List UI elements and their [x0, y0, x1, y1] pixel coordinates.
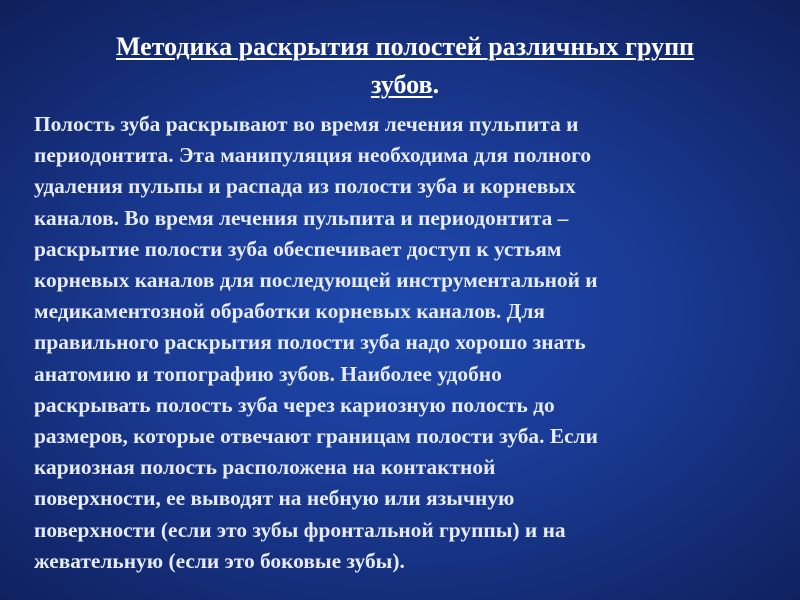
body-line: корневых каналов для последующей инструментальной и — [34, 268, 598, 293]
body-line: жевательную (если это боковые зубы). — [34, 548, 405, 573]
body-line: поверхности (если это зубы фронтальной группы) и на — [34, 517, 566, 542]
body-line: каналов. Во время лечения пульпита и периодонтита – — [34, 205, 569, 230]
body-line: удаления пульпы и распада из полости зуба и корневых — [34, 174, 576, 199]
slide-title-line1: Методика раскрытия полостей различных групп — [115, 32, 695, 61]
slide-title-period: . — [432, 70, 440, 99]
body-line: Полость зуба раскрывают во время лечения пульпита и — [34, 112, 579, 136]
body-line: анатомию и топографию зубов. Наиболее удобно — [34, 361, 502, 386]
body-line: периодонтита. Эта манипуляция необходима для полного — [34, 143, 592, 168]
body-line: поверхности, ее выводят на небную или язычную — [34, 486, 515, 511]
slide-title — [40, 28, 770, 104]
slide-title-line2: зубов — [370, 70, 433, 99]
body-line: медикаментозной обработки корневых каналов. Для — [34, 299, 545, 324]
body-line: правильного раскрытия полости зуба надо хорошо знать — [34, 330, 586, 355]
body-line: раскрывать полость зуба через кариозную полость до — [34, 392, 555, 417]
body-line: раскрытие полости зуба обеспечивает доступ к устьям — [34, 236, 562, 261]
body-line: кариозная полость расположена на контактной — [34, 455, 496, 480]
slide-body-text — [34, 109, 774, 577]
body-line: размеров, которые отвечают границам полости зуба. Если — [34, 424, 598, 449]
